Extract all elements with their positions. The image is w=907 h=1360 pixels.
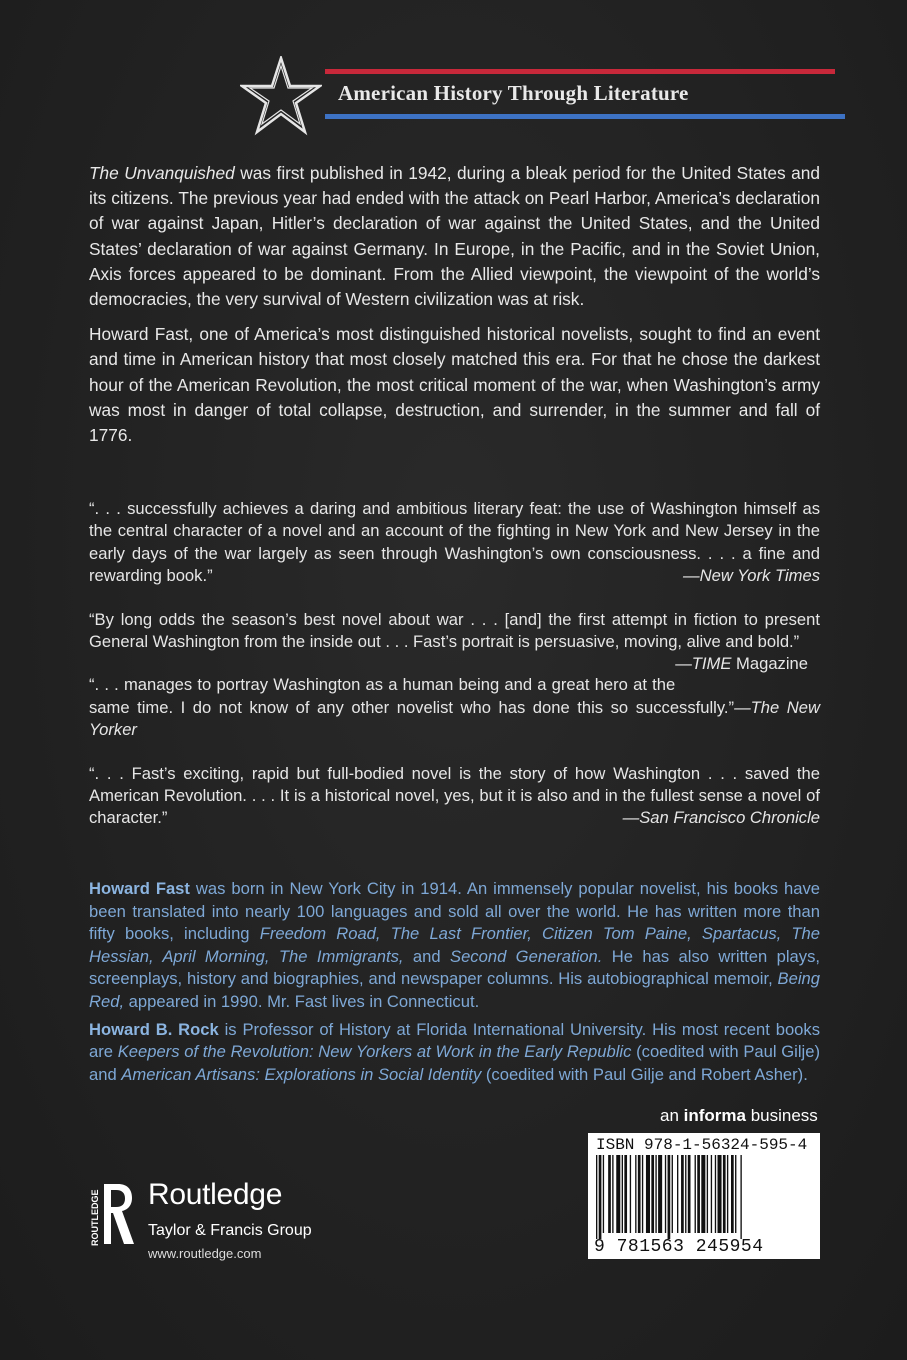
review-attribution-1: —New York Times (683, 566, 820, 586)
publisher-url: www.routledge.com (148, 1246, 262, 1261)
barcode-bar (668, 1155, 671, 1239)
barcode-bar (681, 1155, 684, 1233)
review-quote-1: “. . . successfully achieves a daring and ambitious literary feat: the use of Washington himself as the central character of a novel and an account of the fighting in New York and New Jersey in the early days of the war largely as seen through Washington’s own consciousness. . . . a fine and rewarding book.” —New York Times (89, 498, 820, 588)
barcode-bar (740, 1155, 741, 1239)
review-attribution-2: —TIME Magazine (675, 654, 808, 674)
barcode-bar (596, 1155, 597, 1239)
barcode-bars (592, 1155, 816, 1239)
barcode-bar (715, 1155, 716, 1233)
author-name: Howard Fast (89, 879, 190, 898)
routledge-logo (86, 1180, 136, 1248)
review-attribution-3: —The New Yorker (89, 697, 820, 740)
barcode-bar (685, 1155, 686, 1233)
publisher-group: Taylor & Francis Group (148, 1222, 312, 1239)
barcode-bar (651, 1155, 654, 1233)
barcode-bar (707, 1155, 708, 1233)
barcode-bar (695, 1155, 696, 1233)
editor-bio: Howard B. Rock is Professor of History at Florida International University. His most recent books are Keepers of the Revolution: New Yorkers at Work in the Early Republic (coedited with Paul Gilje) and American Artisans: Explorations in Social Identity (coedited with Paul Gilje and Robert Asher). (89, 1019, 820, 1084)
isbn-label: ISBN 978-1-56324-595-4 (596, 1136, 808, 1154)
barcode-bar (642, 1155, 643, 1233)
barcode-bar (655, 1155, 656, 1233)
review-attribution-4: —San Francisco Chronicle (622, 808, 820, 828)
barcode-bar (603, 1155, 604, 1233)
publisher-block (86, 1178, 386, 1268)
barcode-bar (599, 1155, 602, 1239)
book-title: The Unvanquished (89, 163, 235, 183)
quotes-section (89, 498, 820, 830)
routledge-logo-vertical-text: ROUTLEDGE (90, 1189, 100, 1246)
barcode-bar (697, 1155, 700, 1233)
informa-business-text: an informa business (660, 1106, 818, 1125)
editor-name: Howard B. Rock (89, 1019, 219, 1039)
barcode-bar (727, 1155, 728, 1233)
review-quote-2: “By long odds the season’s best novel about war . . . [and] the first attempt in fiction to present General Washington from the inside out . . . Fast’s portrait is persuasive, moving, alive and bold.” —TIME Magazine (89, 609, 820, 654)
review-quote-3: “. . . manages to portray Washington as a human being and a great hero at the same time. I do not know of any other novelist who has done this so successfully.”—The New Yorker (89, 675, 820, 740)
barcode-bar (688, 1155, 691, 1233)
barcode-bar (635, 1155, 636, 1233)
star-icon (240, 56, 322, 136)
barcode-bar (622, 1155, 623, 1233)
review-quote-4: “. . . Fast’s exciting, rapid but full-bodied novel is the story of how Washington . . . saved the American Revolution. . . . It is a historical novel, yes, but it is also and in the fullest sense a novel of character.” —San Francisco Chronicle (89, 763, 820, 830)
barcode-bar (638, 1155, 641, 1233)
barcode-bar (718, 1155, 722, 1233)
blue-stripe (325, 114, 845, 119)
author-bio: Howard Fast was born in New York City in 1914. An immensely popular novelist, his books have been translated into nearly 100 languages and sold all over the world. He has written more than fifty books, including Freedom Road, The Last Frontier, Citizen Tom Paine, Spartacus, The Hessian, April Morning, The Immigrants, and Second Generation. He has also written plays, screenplays, history and biographies, and newspaper columns. His autobiographical memoir, Being Red, appeared in 1990. Mr. Fast lives in Connecticut. (89, 879, 820, 1011)
barcode-bar (711, 1155, 712, 1233)
intro-section (89, 161, 820, 448)
barcode-bar (723, 1155, 726, 1233)
barcode-bar (701, 1155, 705, 1233)
isbn-number: 9 781563 245954 (594, 1237, 764, 1257)
barcode-bar (677, 1155, 678, 1233)
red-stripe (325, 69, 835, 74)
barcode-bar (616, 1155, 620, 1233)
series-title: American History Through Literature (338, 81, 689, 105)
barcode-bar (624, 1155, 627, 1233)
series-header (240, 56, 860, 136)
barcode-bar (658, 1155, 662, 1233)
intro-paragraph-2: Howard Fast, one of America’s most distinguished historical novelists, sought to find an event and time in American history that most closely matched this era. For that he chose the darkest hour of the American Revolution, the most critical moment of the war, when Washington’s army was most in danger of total collapse, destruction, and surrender, in the summer and fall of 1776. (89, 324, 820, 446)
barcode-bar (672, 1155, 673, 1233)
barcode-bar (731, 1155, 734, 1233)
barcode-bar (646, 1155, 650, 1233)
barcode-bar (630, 1155, 631, 1233)
barcode-bar (608, 1155, 611, 1233)
barcode-bar (665, 1155, 666, 1233)
barcode-bar (735, 1155, 736, 1233)
isbn-barcode (588, 1133, 820, 1259)
publisher-name: Routledge (148, 1178, 283, 1211)
intro-paragraph-1: The Unvanquished was first published in 1942, during a bleak period for the United States and its citizens. The previous year had ended with the attack on Pearl Harbor, America’s declaration of war against Japan, Hitler’s declaration of war against the United States, and the United States’ declaration of war against Germany. In Europe, in the Pacific, and in the Soviet Union, Axis forces appeared to be dominant. From the Allied viewpoint, the viewpoint of the world’s democracies, the very survival of Western civilization was at risk. (89, 163, 821, 310)
barcode-bar (612, 1155, 613, 1233)
bio-section (89, 878, 820, 1086)
